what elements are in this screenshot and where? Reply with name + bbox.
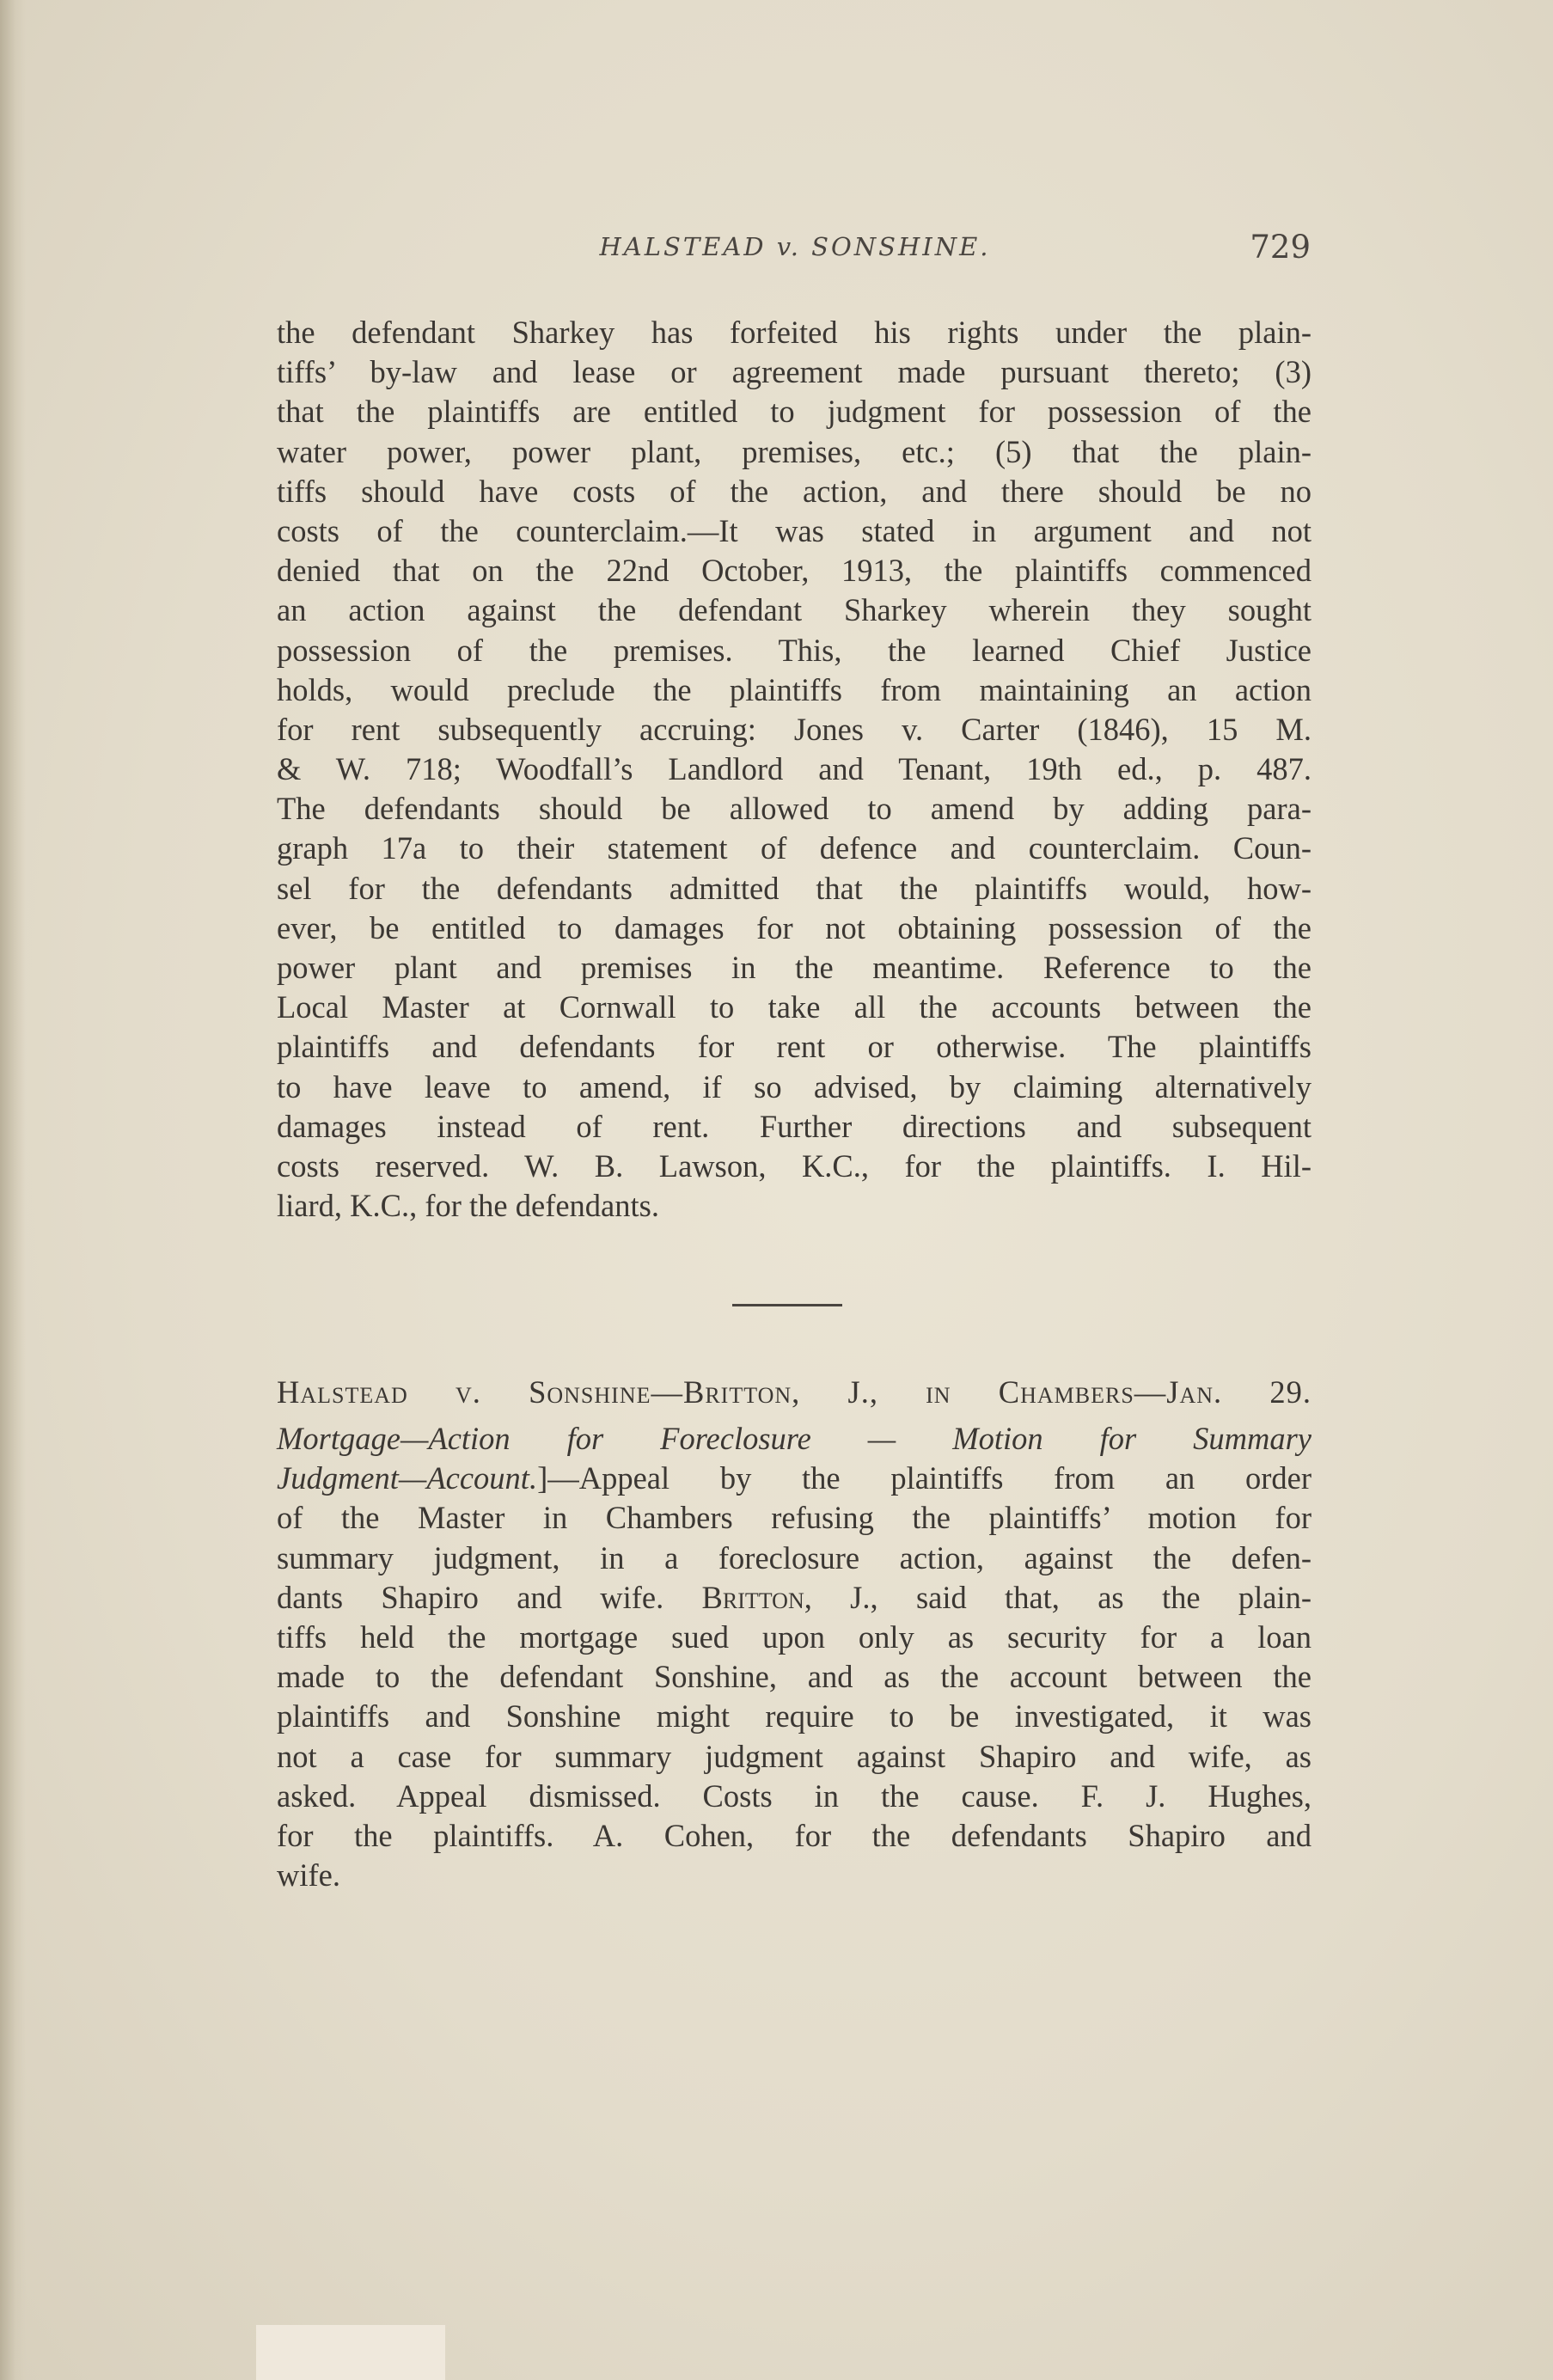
text-line: that the plaintiffs are entitled to judgment for possession of the: [277, 394, 1311, 430]
catchwords-part1: Mortgage—Action for Foreclosure — Motion for Summary: [277, 1421, 1311, 1456]
text-line: plaintiffs and Sonshine might require to be investigated, it was: [277, 1698, 1311, 1735]
text-line: asked. Appeal dismissed. Costs in the cause. F. J. Hughes,: [277, 1777, 1311, 1814]
text-line: tiffs should have costs of the action, and there should be no: [277, 473, 1311, 509]
paragraph-continued: [277, 313, 1311, 1226]
text-line: water power, power plant, premises, etc.; (5) that the plain-: [277, 433, 1311, 469]
text-line: graph 17a to their statement of defence and counterclaim. Coun-: [277, 830, 1311, 866]
text-line: tiffs’ by-law and lease or agreement made pursuant thereto; (3): [277, 354, 1311, 390]
catchwords-part2: Judgment—Account.: [277, 1460, 538, 1496]
text-line: Local Master at Cornwall to take all the accounts between the: [277, 989, 1311, 1025]
text-line: sel for the defendants admitted that the plaintiffs would, how-: [277, 870, 1311, 906]
text-line: summary judgment, in a foreclosure action, against the defen-: [277, 1539, 1311, 1575]
text-line: costs of the counterclaim.—It was stated in argument and not: [277, 512, 1311, 548]
text-line: for rent subsequently accruing: Jones v. Carter (1846), 15 M.: [277, 711, 1311, 747]
text-line: costs reserved. W. B. Lawson, K.C., for the plaintiffs. I. Hil-: [277, 1147, 1311, 1184]
running-head: [279, 229, 1311, 280]
text-line: to have leave to amend, if so advised, by claiming alternatively: [277, 1068, 1311, 1104]
text-line: power plant and premises in the meantime. Reference to the: [277, 950, 1311, 985]
text-line: plaintiffs and defendants for rent or otherwise. The plaintiffs: [277, 1029, 1311, 1065]
page-gutter-shadow: [0, 0, 26, 2380]
case-heading: Halstead v. Sonshine—Britton, J., in Chambers—Jan. 29.: [277, 1374, 1311, 1410]
text-line: made to the defendant Sonshine, and as the account between the: [277, 1659, 1311, 1695]
text-line: wife.: [277, 1857, 340, 1894]
appeal-intro: ]—Appeal by the plaintiffs from an order: [537, 1460, 1311, 1496]
text-line: & W. 718; Woodfall’s Landlord and Tenant, 19th ed., p. 487.: [277, 751, 1311, 787]
text-line: tiffs held the mortgage sued upon only as security for a loan: [277, 1618, 1311, 1655]
parties-text: dants Shapiro and wife.: [277, 1579, 702, 1615]
page-number: 729: [1250, 229, 1311, 266]
text-line: denied that on the 22nd October, 1913, the plaintiffs commenced: [277, 553, 1311, 589]
text-line: [277, 1578, 1311, 1618]
text-line: not a case for summary judgment against Shapiro and wife, as: [277, 1738, 1311, 1774]
text-line: liard, K.C., for the defendants.: [277, 1188, 659, 1224]
text-line: for the plaintiffs. A. Cohen, for the defendants Shapiro and: [277, 1817, 1311, 1853]
text-line: the defendant Sharkey has forfeited his rights under the plain-: [277, 315, 1311, 350]
text-line: damages instead of rent. Further directions and subsequent: [277, 1108, 1311, 1144]
section-divider-rule: [732, 1304, 842, 1306]
text-line: an action against the defendant Sharkey wherein they sought: [277, 592, 1311, 628]
text-line: possession of the premises. This, the learned Chief Justice: [277, 632, 1311, 668]
text-line: ever, be entitled to damages for not obtaining possession of the: [277, 909, 1311, 945]
text-line: of the Master in Chambers refusing the plaintiffs’ motion for: [277, 1500, 1311, 1536]
running-head-title: HALSTEAD v. SONSHINE.: [599, 232, 991, 261]
judge-said-text: , J., said that, as the plain-: [804, 1579, 1311, 1615]
text-line: holds, would preclude the plaintiffs from maintaining an action: [277, 671, 1311, 707]
text-line: [277, 1459, 1311, 1498]
case-paragraph: [277, 1419, 1311, 1895]
judge-name: Britton: [701, 1579, 804, 1615]
paper-blemish: [256, 2325, 445, 2380]
text-line: [277, 1419, 1311, 1459]
text-line: The defendants should be allowed to amend by adding para-: [277, 791, 1311, 827]
